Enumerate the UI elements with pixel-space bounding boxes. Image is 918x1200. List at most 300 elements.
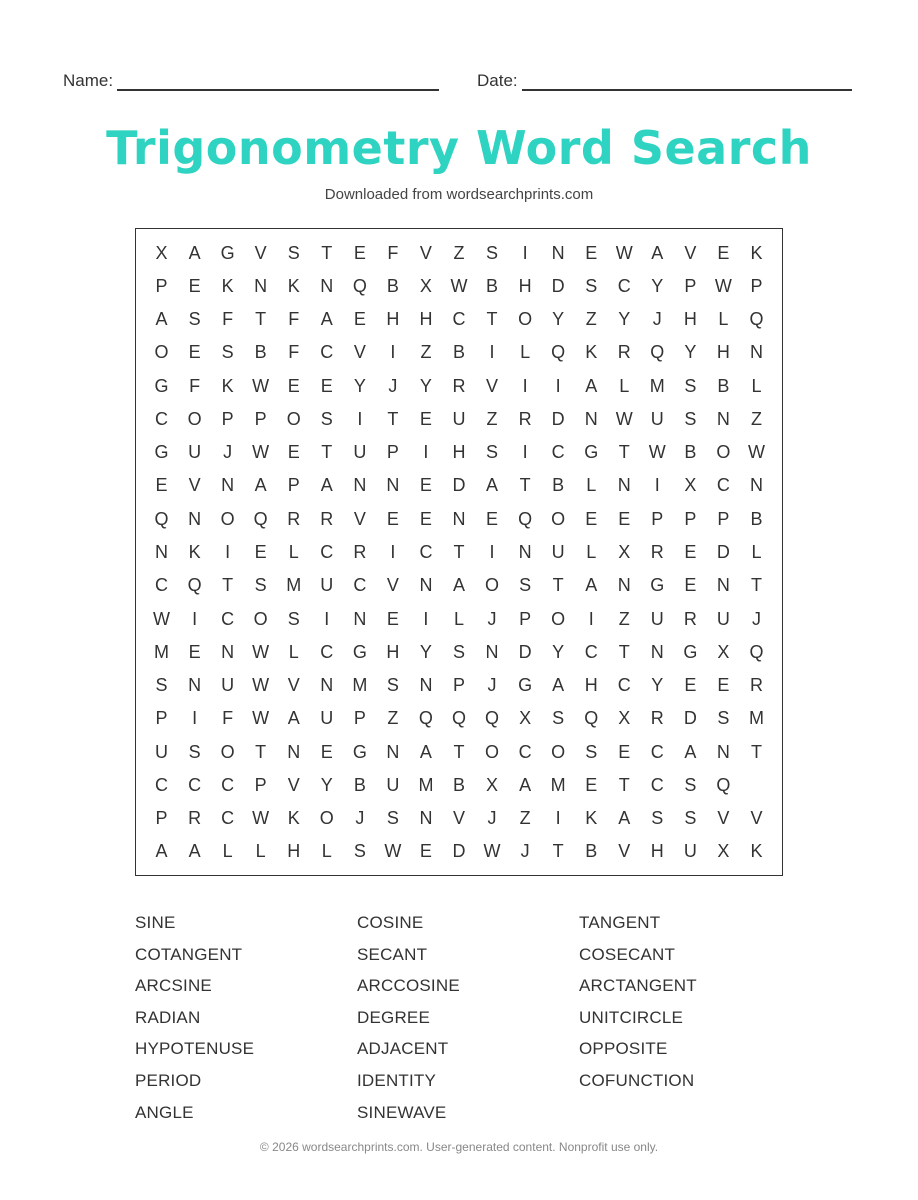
grid-cell: P	[684, 508, 697, 529]
grid-cell: G	[154, 442, 169, 463]
word-list-item: ARCSINE	[135, 976, 212, 996]
grid-cell: Q	[187, 575, 202, 596]
grid-cell: Z	[486, 408, 498, 429]
grid-cell: K	[585, 808, 598, 829]
grid-cell: N	[749, 342, 763, 363]
grid-cell: K	[221, 375, 234, 396]
grid-cell: S	[254, 575, 267, 596]
grid-cell: N	[320, 675, 334, 696]
grid-cell: H	[287, 841, 301, 862]
grid-cell: P	[254, 774, 267, 795]
grid-cell: S	[552, 708, 565, 729]
grid-cell: W	[252, 442, 270, 463]
grid-cell: N	[221, 475, 235, 496]
grid-cell: T	[453, 741, 465, 762]
grid-cell: Y	[651, 275, 664, 296]
grid-cell: N	[617, 575, 631, 596]
grid-cell: C	[716, 475, 730, 496]
grid-cell: A	[155, 841, 168, 862]
grid-cell: C	[419, 541, 433, 562]
grid-cell: Z	[420, 342, 432, 363]
grid-cell: X	[618, 541, 631, 562]
grid-cell: G	[518, 675, 533, 696]
grid-cell: Q	[451, 708, 466, 729]
grid-cell: X	[717, 841, 730, 862]
grid-cell: S	[717, 708, 730, 729]
grid-cell: O	[485, 741, 500, 762]
word-list-item: COSECANT	[579, 944, 676, 964]
grid-cell: B	[684, 442, 697, 463]
grid-cell: I	[390, 342, 396, 363]
grid-cell: X	[519, 708, 532, 729]
page-subtitle: Downloaded from wordsearchprints.com	[324, 186, 594, 203]
grid-cell: S	[155, 675, 168, 696]
grid-cell: N	[419, 808, 433, 829]
grid-cell: S	[519, 575, 532, 596]
grid-cell: K	[287, 808, 300, 829]
grid-cell: D	[683, 708, 697, 729]
grid-cell: N	[221, 641, 235, 662]
grid-cell: I	[423, 608, 429, 629]
grid-cell: I	[357, 408, 363, 429]
grid-cell: I	[390, 541, 396, 562]
word-list-item: IDENTITY	[357, 1070, 437, 1090]
grid-cell: E	[684, 675, 697, 696]
grid-cell: Q	[352, 275, 367, 296]
grid-cell: F	[387, 242, 399, 263]
grid-cell: E	[618, 741, 631, 762]
grid-cell: E	[717, 242, 730, 263]
grid-cell: O	[319, 808, 334, 829]
grid-cell: R	[518, 408, 532, 429]
grid-cell: I	[225, 541, 231, 562]
grid-cell: I	[489, 342, 495, 363]
grid-cell: R	[320, 508, 334, 529]
grid-cell: A	[585, 375, 598, 396]
grid-cell: T	[618, 442, 630, 463]
word-list-item: UNITCIRCLE	[579, 1007, 684, 1027]
grid-cell: X	[717, 641, 730, 662]
grid-cell: R	[452, 375, 466, 396]
word-list-item: DEGREE	[357, 1007, 430, 1027]
grid-cell: C	[353, 575, 367, 596]
grid-cell: M	[550, 774, 566, 795]
word-list-item: SINEWAVE	[357, 1102, 447, 1122]
grid-cell: F	[222, 309, 234, 330]
grid-cell: W	[450, 275, 468, 296]
word-list-item: ARCCOSINE	[357, 976, 460, 996]
grid-cell: S	[486, 242, 499, 263]
grid-cell: E	[386, 608, 399, 629]
word-list-item: COTANGENT	[135, 944, 243, 964]
grid-cell: S	[287, 608, 300, 629]
grid-cell: N	[353, 608, 367, 629]
grid-cell: V	[353, 342, 366, 363]
grid-cell: I	[588, 608, 594, 629]
grid-cell: G	[352, 641, 367, 662]
grid-cell: R	[617, 342, 631, 363]
grid-cell: Y	[320, 774, 333, 795]
grid-cell: U	[221, 675, 235, 696]
grid-cell: K	[750, 242, 763, 263]
grid-cell: A	[552, 675, 565, 696]
grid-cell: Y	[353, 375, 366, 396]
grid-cell: N	[551, 242, 565, 263]
grid-cell: N	[188, 675, 202, 696]
grid-cell: V	[353, 508, 366, 529]
grid-cell: I	[192, 608, 198, 629]
grid-cell: P	[155, 275, 168, 296]
grid-cell: T	[519, 475, 531, 496]
name-line[interactable]	[117, 75, 439, 91]
grid-cell: U	[320, 708, 334, 729]
grid-cell: R	[287, 508, 301, 529]
grid-cell: E	[386, 508, 399, 529]
grid-cell: A	[419, 741, 432, 762]
grid-cell: E	[254, 541, 267, 562]
grid-cell: X	[486, 774, 499, 795]
grid-cell: A	[452, 575, 465, 596]
word-list-item: COSINE	[357, 913, 424, 932]
word-list-item: HYPOTENUSE	[135, 1039, 255, 1059]
grid-cell: S	[386, 675, 399, 696]
grid-cell: W	[252, 808, 270, 829]
grid-cell: W	[252, 641, 270, 662]
grid-cell: B	[486, 275, 499, 296]
grid-cell: E	[188, 641, 201, 662]
grid-cell: R	[188, 808, 202, 829]
grid-cell: E	[155, 475, 168, 496]
grid-cell: P	[519, 608, 532, 629]
grid-cell: V	[287, 774, 300, 795]
grid-cell: D	[518, 641, 532, 662]
grid-cell: S	[386, 808, 399, 829]
grid-cell: F	[288, 309, 300, 330]
grid-cell: N	[386, 475, 400, 496]
grid-cell: F	[222, 708, 234, 729]
grid-cell: W	[153, 608, 171, 629]
grid-cell: H	[419, 309, 433, 330]
grid-cell: C	[155, 774, 169, 795]
grid-cell: L	[619, 375, 630, 396]
word-list-item: SECANT	[357, 944, 428, 964]
grid-cell: L	[321, 841, 332, 862]
date-field[interactable]	[477, 69, 852, 91]
grid-cell: A	[155, 309, 168, 330]
grid-cell: C	[155, 408, 169, 429]
grid-cell: V	[386, 575, 399, 596]
grid-cell: K	[750, 841, 763, 862]
grid-cell: N	[254, 275, 268, 296]
grid-cell: I	[654, 475, 660, 496]
grid-cell: C	[221, 774, 235, 795]
word-list-item: COFUNCTION	[579, 1070, 695, 1090]
grid-cell: Q	[551, 342, 566, 363]
grid-cell: R	[650, 708, 664, 729]
grid-cell: G	[650, 575, 665, 596]
grid-cell: E	[684, 575, 697, 596]
grid-cell: Y	[419, 375, 432, 396]
grid-cell: V	[717, 808, 730, 829]
grid-cell: I	[555, 375, 561, 396]
grid-cell: A	[684, 741, 697, 762]
grid-cell: Z	[453, 242, 465, 263]
grid-cell: P	[155, 708, 168, 729]
grid-cell: I	[423, 442, 429, 463]
grid-cell: A	[254, 475, 267, 496]
grid-cell: N	[716, 575, 730, 596]
grid-cell: J	[520, 841, 530, 862]
grid-cell: T	[222, 575, 234, 596]
grid-cell: N	[716, 408, 730, 429]
grid-cell: P	[684, 275, 697, 296]
grid-cell: S	[221, 342, 234, 363]
grid-cell: J	[751, 608, 761, 629]
date-label: Date:	[477, 71, 518, 90]
grid-cell: E	[618, 508, 631, 529]
grid-cell: N	[188, 508, 202, 529]
grid-cell: D	[551, 275, 565, 296]
grid-cell: T	[750, 575, 762, 596]
date-line[interactable]	[522, 75, 852, 91]
word-list-item: SINE	[135, 913, 176, 932]
grid-cell: N	[749, 475, 763, 496]
grid-cell: W	[615, 408, 633, 429]
grid-cell: U	[716, 608, 730, 629]
grid-cell: E	[320, 375, 333, 396]
grid-cell: B	[452, 774, 465, 795]
grid-cell: T	[552, 841, 564, 862]
grid-cell: R	[749, 675, 763, 696]
grid-cell: Q	[518, 508, 533, 529]
grid-cell: O	[485, 575, 500, 596]
grid-cell: L	[288, 541, 299, 562]
grid-cell: T	[618, 774, 630, 795]
grid-cell: P	[254, 408, 267, 429]
grid-cell: W	[483, 841, 501, 862]
grid-cell: K	[188, 541, 201, 562]
grid-cell: V	[188, 475, 201, 496]
grid-cell: E	[717, 675, 730, 696]
word-list-item: ARCTANGENT	[579, 976, 697, 996]
grid-cell: A	[287, 708, 300, 729]
grid-cell: Q	[716, 774, 731, 795]
grid-cell: W	[714, 275, 732, 296]
grid-cell: T	[321, 242, 333, 263]
grid-cell: W	[615, 242, 633, 263]
grid-cell: U	[155, 741, 169, 762]
grid-cell: P	[221, 408, 234, 429]
grid-cell: O	[518, 309, 533, 330]
grid-cell: A	[188, 841, 201, 862]
grid-cell: I	[522, 375, 528, 396]
grid-cell: E	[353, 242, 366, 263]
grid-cell: U	[320, 575, 334, 596]
name-label: Name:	[63, 71, 114, 90]
grid-cell: Z	[750, 408, 762, 429]
grid-cell: X	[618, 708, 631, 729]
grid-cell: M	[352, 675, 368, 696]
grid-cell: N	[650, 641, 664, 662]
grid-cell: G	[220, 242, 235, 263]
grid-cell: K	[221, 275, 234, 296]
grid-cell: R	[683, 608, 697, 629]
grid-cell: P	[717, 508, 730, 529]
grid-cell: S	[452, 641, 465, 662]
grid-cell: F	[288, 342, 300, 363]
grid-cell: C	[617, 675, 631, 696]
grid-cell: Q	[650, 342, 665, 363]
grid-cell: U	[386, 774, 400, 795]
grid-cell: Y	[552, 641, 565, 662]
grid-cell: I	[555, 808, 561, 829]
grid-cell: T	[552, 575, 564, 596]
grid-cell: O	[551, 508, 566, 529]
word-list	[135, 911, 795, 1132]
grid-cell: T	[387, 408, 399, 429]
grid-cell: H	[584, 675, 598, 696]
grid-cell: O	[253, 608, 268, 629]
grid-cell: U	[353, 442, 367, 463]
grid-cell: K	[585, 342, 598, 363]
grid-cell: P	[386, 442, 399, 463]
grid-cell: H	[452, 442, 466, 463]
grid-cell: B	[750, 508, 763, 529]
grid-cell: W	[747, 442, 765, 463]
letter-grid	[135, 228, 783, 876]
grid-cell: B	[452, 342, 465, 363]
grid-cell: C	[320, 342, 334, 363]
grid-cell: C	[584, 641, 598, 662]
grid-cell: N	[419, 575, 433, 596]
grid-cell: O	[154, 342, 169, 363]
grid-cell: T	[750, 741, 762, 762]
grid-cell: B	[552, 475, 565, 496]
name-field[interactable]	[63, 69, 439, 91]
grid-cell: S	[684, 774, 697, 795]
grid-cell: Z	[618, 608, 630, 629]
grid-cell: E	[287, 442, 300, 463]
grid-cell: S	[287, 242, 300, 263]
grid-cell: A	[486, 475, 499, 496]
grid-cell	[740, 768, 773, 801]
grid-cell: L	[718, 309, 729, 330]
footer-text: © 2026 wordsearchprints.com. User-generated content. Nonprofit use only.	[259, 1140, 659, 1154]
grid-cell: Q	[485, 708, 500, 729]
grid-cell: J	[487, 675, 497, 696]
grid-cell: T	[453, 541, 465, 562]
grid-cell: A	[585, 575, 598, 596]
grid-cell: S	[684, 808, 697, 829]
grid-cell: L	[520, 342, 531, 363]
grid-cell: B	[254, 342, 267, 363]
word-list-item: OPPOSITE	[579, 1039, 668, 1059]
grid-cell: I	[192, 708, 198, 729]
grid-cell: K	[287, 275, 300, 296]
grid-cell: P	[353, 708, 366, 729]
grid-cell: Q	[749, 641, 764, 662]
grid-cell: Q	[253, 508, 268, 529]
grid-cell: M	[649, 375, 665, 396]
grid-cell: H	[518, 275, 532, 296]
grid-cell: T	[255, 741, 267, 762]
grid-cell: M	[286, 575, 302, 596]
grid-cell: A	[320, 475, 333, 496]
grid-cell: G	[352, 741, 367, 762]
grid-cell: Q	[154, 508, 169, 529]
grid-cell: N	[287, 741, 301, 762]
grid-cell: J	[355, 808, 365, 829]
grid-cell: Q	[418, 708, 433, 729]
grid-cell: C	[617, 275, 631, 296]
grid-cell: J	[487, 808, 497, 829]
grid-cell: O	[187, 408, 202, 429]
grid-cell: G	[683, 641, 698, 662]
grid-cell: T	[321, 442, 333, 463]
grid-cell: J	[487, 608, 497, 629]
grid-cell: S	[684, 375, 697, 396]
grid-cell: O	[716, 442, 731, 463]
grid-cell: H	[386, 641, 400, 662]
grid-cell: U	[650, 608, 664, 629]
grid-cell: L	[751, 541, 762, 562]
grid-cell: T	[255, 309, 267, 330]
grid-cell: S	[320, 408, 333, 429]
grid-cell: N	[155, 541, 169, 562]
grid-cell: Y	[684, 342, 697, 363]
grid-cell: H	[386, 309, 400, 330]
grid-cell: N	[485, 641, 499, 662]
grid-cell: T	[618, 641, 630, 662]
grid-cell: I	[324, 608, 330, 629]
grid-cell: N	[518, 541, 532, 562]
grid-cell: D	[452, 475, 466, 496]
grid-cell: P	[750, 275, 763, 296]
grid-cell: J	[223, 442, 233, 463]
grid-cell: I	[522, 442, 528, 463]
grid-cell: M	[418, 774, 434, 795]
grid-cell: O	[220, 741, 235, 762]
grid-cell: X	[419, 275, 432, 296]
grid-cell: E	[188, 342, 201, 363]
grid-cell: L	[288, 641, 299, 662]
grid-cell: L	[586, 475, 597, 496]
grid-cell: Y	[651, 675, 664, 696]
grid-cell: E	[419, 408, 432, 429]
grid-cell: N	[320, 275, 334, 296]
word-list-item: ADJACENT	[357, 1039, 449, 1059]
grid-cell: Y	[419, 641, 432, 662]
grid-cell: L	[453, 608, 464, 629]
grid-cell: E	[585, 242, 598, 263]
grid-cell: V	[254, 242, 267, 263]
grid-cell: S	[651, 808, 664, 829]
grid-cell: H	[716, 342, 730, 363]
grid-cell: S	[486, 442, 499, 463]
grid-cell: Q	[584, 708, 599, 729]
grid-cell: B	[717, 375, 730, 396]
grid-cell: P	[452, 675, 465, 696]
grid-cell: D	[452, 841, 466, 862]
grid-cell: N	[617, 475, 631, 496]
grid-cell: O	[551, 741, 566, 762]
grid-cell: N	[353, 475, 367, 496]
grid-cell: Y	[552, 309, 565, 330]
grid-cell: C	[551, 442, 565, 463]
grid-cell: Y	[618, 309, 631, 330]
grid-cell: W	[252, 675, 270, 696]
grid-cell: Q	[749, 309, 764, 330]
